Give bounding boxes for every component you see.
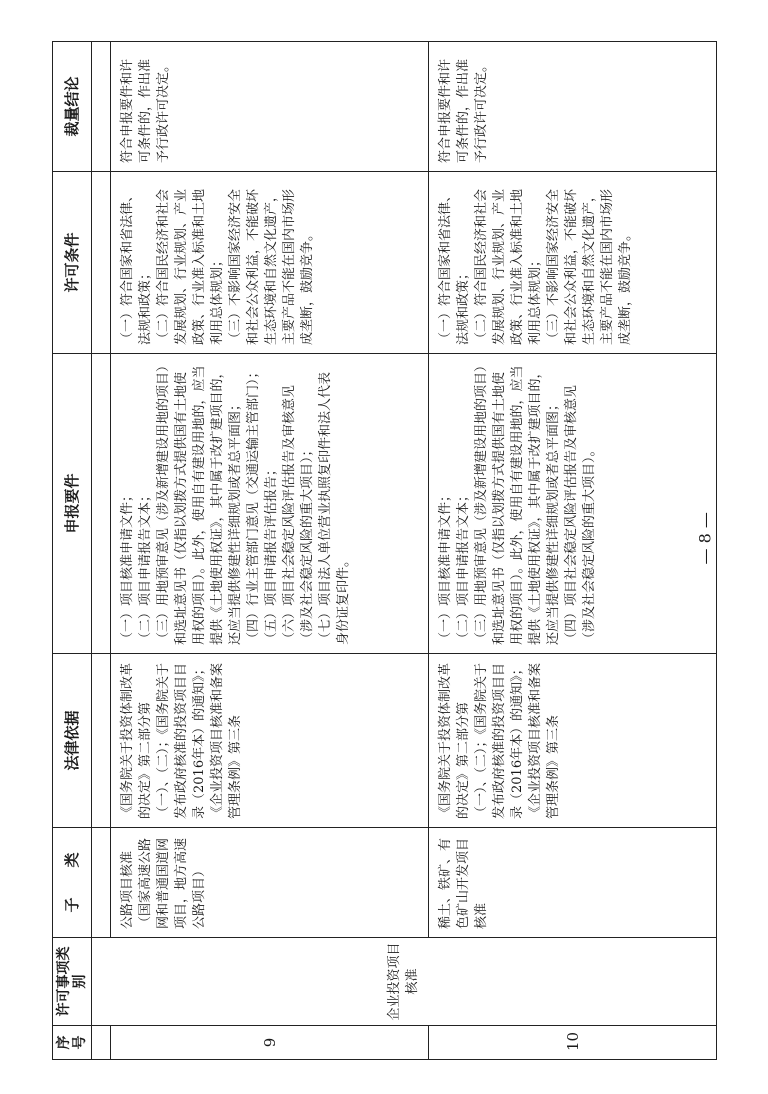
page-number-text: — 8 —	[695, 512, 715, 565]
basis-cell: 《国务院关于投资体制改革的决定》第二部分第（一）、（二）；《国务院关于发布政府核准的投资项目目录（2016年本）的通知》；《企业投资项目核准和备案管理条例》第三条	[429, 654, 717, 828]
spacer-cell	[92, 42, 111, 172]
spacer-cell	[92, 828, 111, 938]
spacer-cell	[92, 1026, 111, 1060]
table-row	[429, 42, 717, 1060]
header-conclusion: 裁量结论	[53, 42, 92, 172]
header-conditions: 许可条件	[53, 172, 92, 354]
permit-table	[52, 41, 717, 1060]
header-requirements: 申报要件	[53, 354, 92, 654]
sub-cell: 公路项目核准（国家高速公路网和普通国道网项目，地方高速公路项目）	[111, 828, 429, 938]
category-cell: 企业投资项目核准	[92, 938, 717, 1026]
rotated-page	[52, 42, 712, 1060]
header-category: 许可事项类别	[53, 938, 92, 1026]
seq-cell: 10	[429, 1026, 717, 1060]
header-seq: 序号	[53, 1026, 92, 1060]
conclusion-cell: 符合申报要件和许可条件的，作出准予行政许可决定。	[111, 42, 429, 172]
conditions-cell: （一）符合国家和省法律、法规和政策； （二）符合国民经济和社会发展规划、行业规划、产业政策、行业准入标准和土地利用总体规划； （三）不影响国家经济安全和社会公众利益，不能破坏生态环境和自然文化遗产，主要产品不能在国内市场形成垄断，鼓励竞争。	[429, 172, 717, 354]
header-row	[53, 42, 92, 1060]
basis-cell: 《国务院关于投资体制改革的决定》第二部分第（一）、（二）；《国务院关于发布政府核准的投资项目目录（2016年本）的通知》；《企业投资项目核准和备案管理条例》第三条	[111, 654, 429, 828]
page-number	[690, 512, 720, 565]
seq-cell: 9	[111, 1026, 429, 1060]
requirements-cell: （一）项目核准申请文件； （二）项目申请报告文本； （三）用地预审意见（涉及新增建设用地的项目）和选址意见书（仅指以划拨方式提供国有土地使用权的项目）。此外，使用自有建设用地的，应当提供《土地使用权证》，其中属于改扩建项目的，还应当提供修建性详细规划或者总平面图； （四）项目社会稳定风险评估报告及审核意见（涉及社会稳定风险的重大项目）。	[429, 354, 717, 654]
spacer-cell	[92, 654, 111, 828]
table-row	[111, 42, 429, 1060]
conclusion-cell: 符合申报要件和许可条件的，作出准予行政许可决定。	[429, 42, 717, 172]
spacer-row	[92, 42, 111, 1060]
spacer-cell	[92, 172, 111, 354]
conditions-cell: （一）符合国家和省法律、法规和政策； （二）符合国民经济和社会发展规划、行业规划、产业政策、行业准入标准和土地利用总体规划； （三）不影响国家经济安全和社会公众利益，不能破坏生态环境和自然文化遗产，主要产品不能在国内市场形成垄断，鼓励竞争。	[111, 172, 429, 354]
header-sub: 子 类	[53, 828, 92, 938]
sub-cell: 稀土、铁矿、有色矿山开发项目核准	[429, 828, 717, 938]
requirements-cell: （一）项目核准申请文件； （二）项目申请报告文本； （三）用地预审意见（涉及新增建设用地的项目）和选址意见书（仅指以划拨方式提供国有土地使用权的项目）。此外，使用自有建设用地的，应当提供《土地使用权证》，其中属于改扩建项目的，还应当提供修建性详细规划或者总平面图； （四）行业主管部门意见（交通运输主管部门）； （五）项目申请报告评估报告； （六）项目社会稳定风险评估报告及审核意见（涉及社会稳定风险的重大项目）； （七）项目法人单位营业执照复印件和法人代表身份证复印件。	[111, 354, 429, 654]
header-basis: 法律依据	[53, 654, 92, 828]
spacer-cell	[92, 354, 111, 654]
